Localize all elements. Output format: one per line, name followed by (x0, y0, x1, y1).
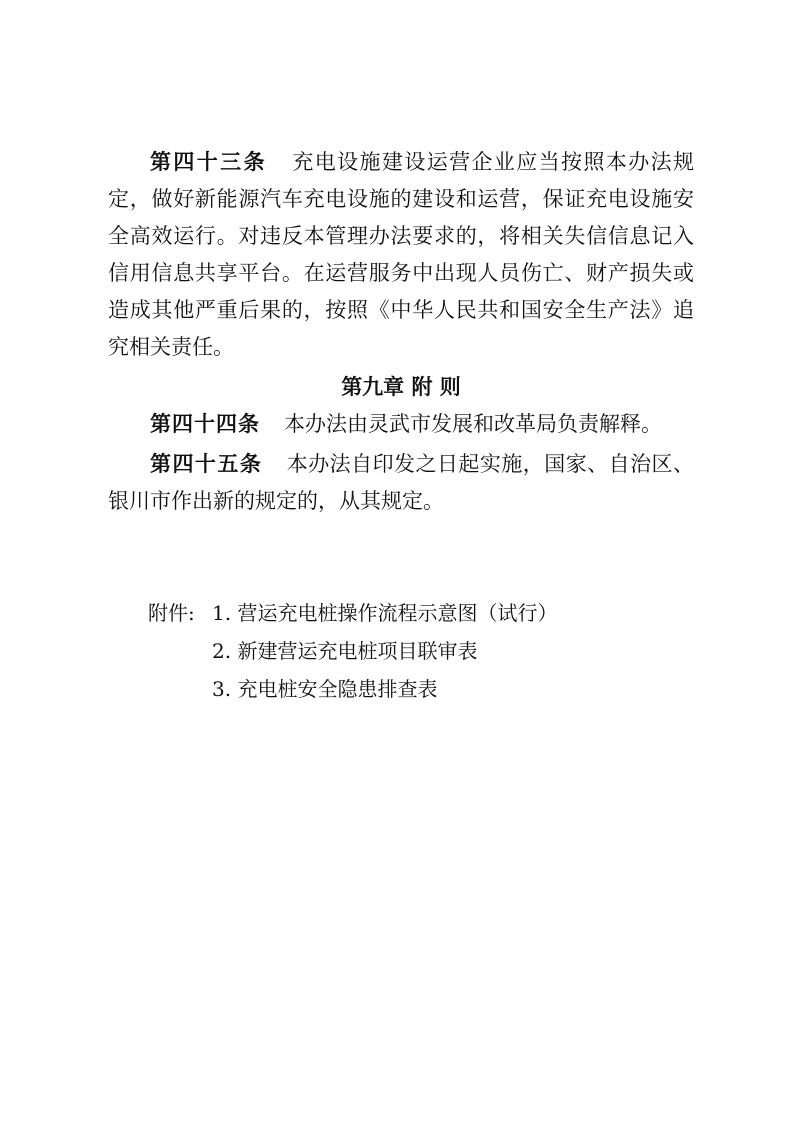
article-44-text: 本办法由灵武市发展和改革局负责解释。 (284, 412, 662, 436)
attachment-item: 2. 新建营运充电桩项目联审表 (212, 639, 478, 663)
article-45-paragraph (108, 446, 694, 520)
article-43-number: 第四十三条 (150, 150, 267, 174)
article-45-number: 第四十五条 (150, 452, 263, 476)
chapter-title: 第九章 附 则 (341, 375, 461, 399)
article-43-text: 充电设施建设运营企业应当按照本办法规定，做好新能源汽车充电设施的建设和运营，保证充电设施安全高效运行。对违反本管理办法要求的，将相关失信信息记入信用信息共享平台。在运营服务中出现人员伤亡、财产损失或造成其他严重后果的，按照《中华人民共和国安全生产法》追究相关责任。 (108, 150, 695, 359)
attachment-row (148, 594, 557, 632)
attachment-item: 1. 营运充电桩操作流程示意图（试行） (212, 601, 558, 625)
attachment-row (148, 632, 557, 670)
article-44-number: 第四十四条 (150, 412, 260, 436)
attachments-label: 附件: (148, 601, 195, 625)
attachment-row (148, 670, 557, 708)
article-44-paragraph (108, 406, 694, 443)
article-43 (108, 144, 694, 366)
attachments-list (148, 594, 557, 708)
article-45 (108, 446, 694, 520)
article-44 (108, 406, 694, 443)
article-45-text: 本办法自印发之日起实施，国家、自治区、银川市作出新的规定的，从其规定。 (108, 452, 695, 513)
article-43-paragraph (108, 144, 694, 366)
attachment-item: 3. 充电桩安全隐患排查表 (212, 677, 438, 701)
